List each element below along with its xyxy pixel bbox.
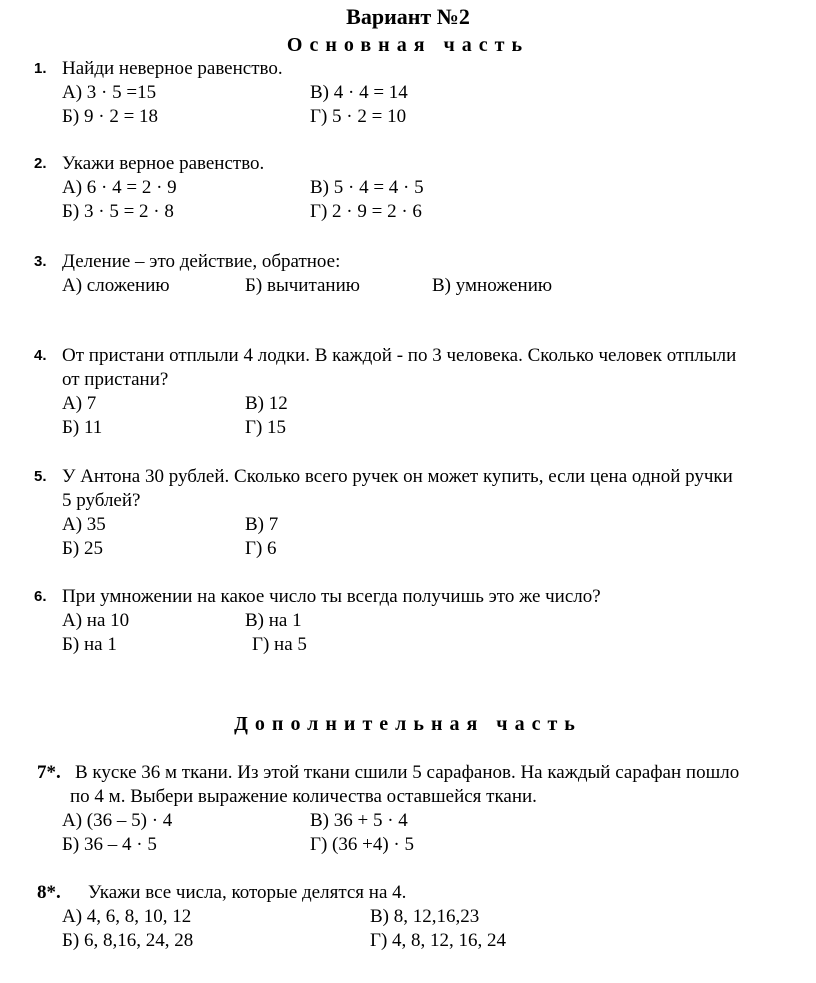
question-text-line-1: В куске 36 м ткани. Из этой ткани сшили 5 сарафанов. На каждый сарафан пошло (75, 762, 740, 783)
option-v: В) 5 · 4 = 4 · 5 (310, 177, 424, 198)
option-v: В) 8, 12,16,23 (370, 906, 480, 927)
question-text-line-1: От пристани отплыли 4 лодки. В каждой - по 3 человека. Сколько человек отплыли (62, 345, 737, 366)
option-g: Г) 2 · 9 = 2 · 6 (310, 201, 422, 222)
main-part-heading: Основная часть (286, 34, 530, 56)
extra-part-heading: Дополнительная часть (234, 713, 582, 735)
option-b: Б) 25 (62, 538, 103, 559)
option-b: Б) 36 – 4 · 5 (62, 834, 157, 855)
option-b: Б) на 1 (62, 634, 117, 655)
option-a: А) 35 (62, 514, 106, 535)
question-number: 6. (34, 588, 47, 605)
option-g: Г) 5 · 2 = 10 (310, 106, 407, 127)
option-a: А) на 10 (62, 610, 130, 631)
option-a: А) 3 · 5 =15 (62, 82, 157, 103)
question-text-line-2: 5 рублей? (62, 490, 141, 511)
option-b: Б) 3 · 5 = 2 · 8 (62, 201, 174, 222)
option-b: Б) 11 (62, 417, 103, 438)
question-text-line-1: У Антона 30 рублей. Сколько всего ручек он может купить, если цена одной ручки (62, 466, 733, 487)
question-text-line-2: по 4 м. Выбери выражение количества оставшейся ткани. (70, 786, 537, 807)
option-g: Г) (36 +4) · 5 (310, 834, 415, 855)
option-g: Г) 6 (245, 538, 277, 559)
question-text: Укажи верное равенство. (62, 153, 265, 174)
option-v: В) 36 + 5 · 4 (310, 810, 408, 831)
option-g: Г) 4, 8, 12, 16, 24 (370, 930, 507, 951)
option-v: В) на 1 (245, 610, 302, 631)
option-v: В) 4 · 4 = 14 (310, 82, 408, 103)
question-number: 8*. (37, 882, 61, 903)
option-g: Г) 15 (245, 417, 287, 438)
question-number: 1. (34, 60, 47, 77)
question-number: 7*. (37, 762, 61, 783)
option-a: А) (36 – 5) · 4 (62, 810, 173, 831)
question-text: Найди неверное равенство. (62, 58, 283, 79)
question-text: Деление – это действие, обратное: (62, 251, 341, 272)
question-number: 3. (34, 253, 47, 270)
option-g: Г) на 5 (252, 634, 307, 655)
option-b: Б) 9 · 2 = 18 (62, 106, 159, 127)
question-number: 4. (34, 347, 47, 364)
variant-title: Вариант №2 (346, 4, 470, 29)
option-a: А) 7 (62, 393, 97, 414)
option-b: Б) вычитанию (245, 275, 360, 296)
question-number: 5. (34, 468, 47, 485)
option-v: В) 12 (245, 393, 288, 414)
option-v: В) 7 (245, 514, 279, 535)
option-v: В) умножению (432, 275, 553, 296)
option-b: Б) 6, 8,16, 24, 28 (62, 930, 194, 951)
question-text-line-2: от пристани? (62, 369, 169, 390)
question-text: При умножении на какое число ты всегда получишь это же число? (62, 586, 601, 607)
option-a: А) 6 · 4 = 2 · 9 (62, 177, 177, 198)
question-number: 2. (34, 155, 47, 172)
question-text: Укажи все числа, которые делятся на 4. (88, 882, 407, 903)
option-a: А) сложению (62, 275, 170, 296)
option-a: А) 4, 6, 8, 10, 12 (62, 906, 192, 927)
